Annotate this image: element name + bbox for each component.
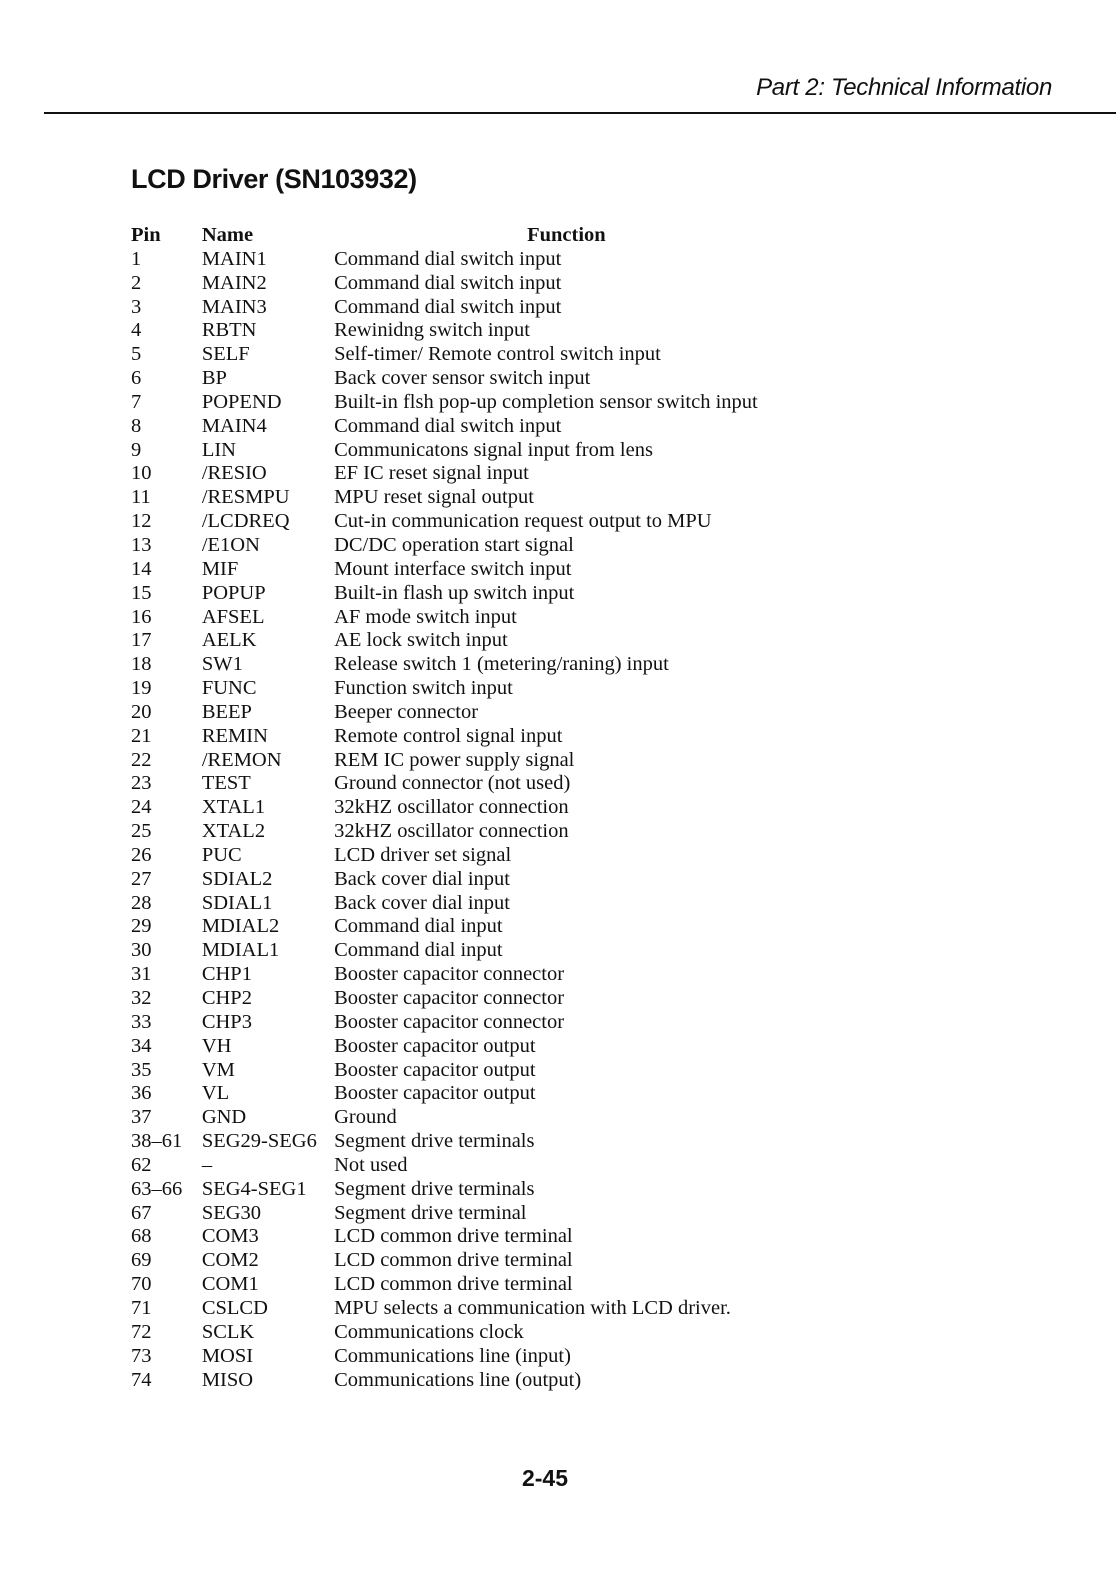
pin-cell: 31 <box>131 963 152 986</box>
pin-cell: 22 <box>131 748 152 771</box>
function-cell: Self-timer/ Remote control switch input <box>334 343 661 366</box>
name-cell: POPUP <box>201 581 266 604</box>
section-title: LCD Driver (SN103932) <box>131 164 417 194</box>
pin-cell: 68 <box>131 1225 152 1248</box>
name-cell: VL <box>201 1082 230 1105</box>
name-cell: MAIN2 <box>201 271 267 294</box>
function-cell: Cut-in communication request output to MPU <box>334 510 712 533</box>
function-cell: Built-in flash up switch input <box>334 581 575 604</box>
pin-table-header-row <box>131 224 1031 248</box>
name-cell: XTAL1 <box>201 796 266 819</box>
pin-cell: 18 <box>131 653 152 676</box>
pin-cell: 26 <box>131 843 152 866</box>
table-row <box>131 415 1031 439</box>
pin-cell: 5 <box>131 343 142 366</box>
name-cell: SDIAL2 <box>201 867 273 890</box>
pin-cell: 13 <box>131 533 152 556</box>
function-cell: AE lock switch input <box>334 629 508 652</box>
name-cell: TEST <box>201 772 251 795</box>
name-cell: SEG29-SEG6 <box>201 1130 317 1153</box>
table-row <box>131 558 1031 582</box>
pin-cell: 3 <box>131 295 142 318</box>
table-row <box>131 534 1031 558</box>
table-row <box>131 677 1031 701</box>
table-row <box>131 796 1031 820</box>
name-cell: PUC <box>201 843 242 866</box>
pin-cell: 27 <box>131 867 152 890</box>
table-row <box>131 319 1031 343</box>
name-cell: MDIAL2 <box>201 915 280 938</box>
name-cell: SELF <box>201 343 250 366</box>
table-row <box>131 1249 1031 1273</box>
table-row <box>131 868 1031 892</box>
name-cell: MISO <box>201 1368 254 1391</box>
function-cell: Segment drive terminals <box>334 1130 535 1153</box>
function-cell: Command dial switch input <box>334 414 562 437</box>
pin-cell: 14 <box>131 557 152 580</box>
header-rule <box>44 112 1116 114</box>
pin-cell: 21 <box>131 724 152 747</box>
function-cell: Command dial input <box>334 939 503 962</box>
function-cell: Function switch input <box>334 677 513 700</box>
pin-table-head <box>131 224 1031 248</box>
pin-cell: 11 <box>131 486 151 509</box>
table-row <box>131 1035 1031 1059</box>
pin-cell: 8 <box>131 414 142 437</box>
pin-cell: 69 <box>131 1249 152 1272</box>
pin-cell: 72 <box>131 1320 152 1343</box>
table-row <box>131 725 1031 749</box>
table-row <box>131 1130 1031 1154</box>
pin-cell: 35 <box>131 1058 152 1081</box>
table-row <box>131 272 1031 296</box>
function-cell: Command dial switch input <box>334 295 562 318</box>
name-cell: MDIAL1 <box>201 939 280 962</box>
function-cell: Ground connector (not used) <box>334 772 571 795</box>
name-cell: FUNC <box>201 677 257 700</box>
pin-cell: 32 <box>131 987 152 1009</box>
pin-cell: 25 <box>131 820 152 843</box>
pin-cell: 24 <box>131 796 152 819</box>
name-cell: BEEP <box>201 700 252 723</box>
function-cell: Mount interface switch input <box>334 557 572 580</box>
table-row <box>131 963 1031 987</box>
function-cell: Booster capacitor output <box>334 1082 536 1105</box>
function-cell: Segment drive terminal <box>334 1201 527 1224</box>
table-row <box>131 1059 1031 1083</box>
table-row <box>131 486 1031 510</box>
pin-table <box>131 224 1031 1392</box>
pin-cell: 4 <box>131 319 142 342</box>
pin-cell: 30 <box>131 939 152 962</box>
column-header-function: Function <box>527 224 606 246</box>
table-row <box>131 606 1031 630</box>
pin-cell: 67 <box>131 1201 152 1224</box>
name-cell: POPEND <box>201 390 282 413</box>
column-header-name: Name <box>201 224 254 246</box>
function-cell: Beeper connector <box>334 700 479 723</box>
pin-cell: 62 <box>131 1153 152 1176</box>
function-cell: LCD common drive terminal <box>334 1225 573 1248</box>
function-cell: LCD driver set signal <box>334 843 512 866</box>
function-cell: Remote control signal input <box>334 724 563 747</box>
name-cell: RBTN <box>201 319 257 342</box>
pin-cell: 15 <box>131 581 152 604</box>
table-row <box>131 1225 1031 1249</box>
pin-cell: 63–66 <box>131 1177 183 1200</box>
pin-cell: 23 <box>131 772 152 795</box>
name-cell: AELK <box>201 629 257 652</box>
function-cell: Back cover dial input <box>334 867 510 890</box>
table-row <box>131 939 1031 963</box>
table-row <box>131 1202 1031 1226</box>
function-cell: Rewinidng switch input <box>334 319 530 342</box>
name-cell: GND <box>201 1106 247 1129</box>
function-cell: MPU reset signal output <box>334 486 534 509</box>
name-cell: MAIN3 <box>201 295 267 318</box>
table-row <box>131 582 1031 606</box>
pin-cell: 12 <box>131 510 152 533</box>
name-cell: LIN <box>201 438 236 461</box>
function-cell: 32kHZ oscillator connection <box>334 796 569 819</box>
name-cell: SCLK <box>201 1320 255 1343</box>
function-cell: Back cover sensor switch input <box>334 367 591 390</box>
name-cell: /RESIO <box>201 462 267 485</box>
pin-table-body <box>131 248 1031 1393</box>
function-cell: Communications line (output) <box>334 1368 582 1391</box>
table-row <box>131 343 1031 367</box>
name-cell: BP <box>201 367 227 390</box>
name-cell: XTAL2 <box>201 820 266 843</box>
name-cell: CHP2 <box>201 987 252 1009</box>
function-cell: Booster capacitor connector <box>334 1010 565 1033</box>
table-row <box>131 653 1031 677</box>
name-cell: REMIN <box>201 724 268 747</box>
page-number: 2-45 <box>521 1465 569 1491</box>
name-cell: CHP1 <box>201 963 252 986</box>
table-row <box>131 1369 1031 1393</box>
name-cell: MAIN4 <box>201 414 267 437</box>
function-cell: Communicatons signal input from lens <box>334 438 653 461</box>
pin-cell: 70 <box>131 1273 152 1296</box>
function-cell: Booster capacitor output <box>334 1058 536 1081</box>
table-row <box>131 1345 1031 1369</box>
table-row <box>131 1178 1031 1202</box>
pin-cell: 36 <box>131 1082 152 1105</box>
pin-cell: 28 <box>131 891 152 914</box>
function-cell: Built-in flsh pop-up completion sensor switch input <box>334 390 758 413</box>
pin-cell: 37 <box>131 1106 152 1129</box>
name-cell: SEG30 <box>201 1201 262 1224</box>
function-cell: Communications clock <box>334 1320 524 1343</box>
name-cell: COM3 <box>201 1225 259 1248</box>
function-cell: Booster capacitor connector <box>334 987 565 1009</box>
table-row <box>131 915 1031 939</box>
name-cell: SW1 <box>201 653 243 676</box>
function-cell: Ground <box>334 1106 397 1129</box>
name-cell: CSLCD <box>201 1296 268 1319</box>
function-cell: Segment drive terminals <box>334 1177 535 1200</box>
pin-cell: 7 <box>131 390 142 413</box>
table-row <box>131 248 1031 272</box>
name-cell: – <box>201 1153 213 1176</box>
column-header-pin: Pin <box>131 224 161 246</box>
table-row <box>131 1011 1031 1035</box>
table-row <box>131 439 1031 463</box>
table-row <box>131 510 1031 534</box>
table-row <box>131 1106 1031 1130</box>
pin-cell: 38–61 <box>131 1130 183 1153</box>
function-cell: DC/DC operation start signal <box>334 533 574 556</box>
pin-cell: 20 <box>131 700 152 723</box>
pin-cell: 33 <box>131 1010 152 1033</box>
pin-cell: 1 <box>131 247 142 270</box>
table-row <box>131 820 1031 844</box>
table-row <box>131 701 1031 725</box>
table-row <box>131 1321 1031 1345</box>
function-cell: REM IC power supply signal <box>334 748 575 771</box>
table-row <box>131 844 1031 868</box>
function-cell: 32kHZ oscillator connection <box>334 820 569 843</box>
pin-cell: 10 <box>131 462 152 485</box>
function-cell: Booster capacitor connector <box>334 963 565 986</box>
function-cell: Not used <box>334 1153 408 1176</box>
table-row <box>131 987 1031 1011</box>
function-cell: Back cover dial input <box>334 891 510 914</box>
function-cell: LCD common drive terminal <box>334 1249 573 1272</box>
name-cell: VH <box>201 1034 232 1057</box>
table-row <box>131 1154 1031 1178</box>
function-cell: Communications line (input) <box>334 1344 571 1367</box>
function-cell: Command dial input <box>334 915 503 938</box>
name-cell: /RESMPU <box>201 486 290 509</box>
table-row <box>131 749 1031 773</box>
table-row <box>131 391 1031 415</box>
pin-cell: 2 <box>131 271 142 294</box>
name-cell: COM1 <box>201 1273 259 1296</box>
pin-cell: 74 <box>131 1368 152 1391</box>
table-row <box>131 462 1031 486</box>
function-cell: AF mode switch input <box>334 605 517 628</box>
table-row <box>131 1273 1031 1297</box>
name-cell: VM <box>201 1058 235 1081</box>
name-cell: MOSI <box>201 1344 254 1367</box>
pin-cell: 29 <box>131 915 152 938</box>
pin-cell: 17 <box>131 629 152 652</box>
function-cell: MPU selects a communication with LCD driver. <box>334 1296 731 1319</box>
table-row <box>131 1082 1031 1106</box>
pin-cell: 6 <box>131 367 142 390</box>
function-cell: Release switch 1 (metering/raning) input <box>334 653 669 676</box>
function-cell: EF IC reset signal input <box>334 462 529 485</box>
table-row <box>131 296 1031 320</box>
function-cell: Booster capacitor output <box>334 1034 536 1057</box>
running-header: Part 2: Technical Information <box>756 74 1052 101</box>
function-cell: Command dial switch input <box>334 247 562 270</box>
pin-cell: 19 <box>131 677 152 700</box>
name-cell: CHP3 <box>201 1010 252 1033</box>
name-cell: /E1ON <box>201 533 260 556</box>
table-row <box>131 1297 1031 1321</box>
name-cell: MAIN1 <box>201 247 267 270</box>
name-cell: AFSEL <box>201 605 265 628</box>
pin-cell: 9 <box>131 438 142 461</box>
table-row <box>131 629 1031 653</box>
pin-cell: 34 <box>131 1034 152 1057</box>
pin-cell: 73 <box>131 1344 152 1367</box>
function-cell: LCD common drive terminal <box>334 1273 573 1296</box>
table-row <box>131 772 1031 796</box>
pin-cell: 16 <box>131 605 152 628</box>
name-cell: SEG4-SEG1 <box>201 1177 307 1200</box>
function-cell: Command dial switch input <box>334 271 562 294</box>
name-cell: MIF <box>201 557 239 580</box>
pin-cell: 71 <box>131 1296 152 1319</box>
name-cell: COM2 <box>201 1249 259 1272</box>
name-cell: SDIAL1 <box>201 891 273 914</box>
table-row <box>131 367 1031 391</box>
name-cell: /LCDREQ <box>201 510 290 533</box>
table-row <box>131 892 1031 916</box>
name-cell: /REMON <box>201 748 282 771</box>
